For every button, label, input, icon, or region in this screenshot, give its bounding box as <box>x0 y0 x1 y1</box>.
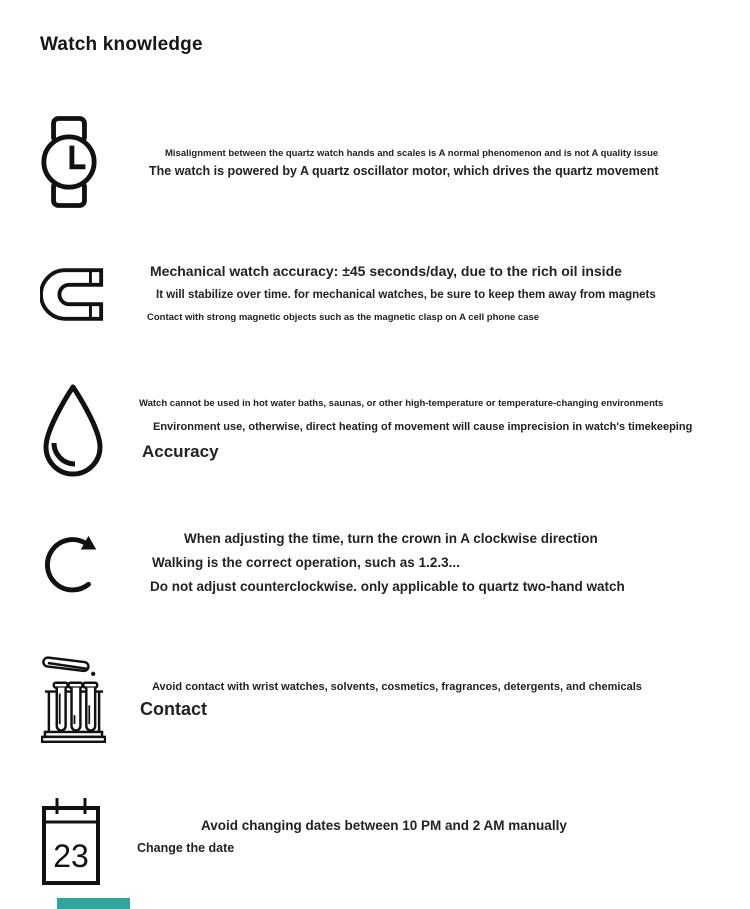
walking-note: Walking is the correct operation, such as 1.2.3... <box>152 555 460 570</box>
water-drop-icon <box>40 382 106 478</box>
accuracy-label: Accuracy <box>142 442 219 461</box>
magnet-contact-note: Contact with strong magnetic objects such as the magnetic clasp on A cell phone case <box>147 312 540 323</box>
magnet-warning-text: It will stabilize over time. for mechanical watches, be sure to keep them away from magnets <box>156 289 656 301</box>
magnet-icon <box>40 267 106 322</box>
test-tubes-icon <box>41 650 106 743</box>
page-title: Watch knowledge <box>40 34 203 55</box>
temperature-warning: Environment use, otherwise, direct heating of movement will cause imprecision in watch's timekeeping <box>153 421 693 433</box>
clockwise-arrow-icon <box>42 528 104 598</box>
misalignment-note: Misalignment between the quartz watch hands and scales is A normal phenomenon and is not A quality issue <box>165 148 659 159</box>
change-date-label: Change the date <box>137 841 235 855</box>
quartz-movement-text: The watch is powered by A quartz oscillator motor, which drives the quartz movement <box>149 164 659 178</box>
watch-icon <box>40 114 98 210</box>
calendar-icon <box>40 795 102 887</box>
hot-water-warning: Watch cannot be used in hot water baths, saunas, or other high-temperature or temperature-changing environments <box>139 398 664 409</box>
chemical-warning: Avoid contact with wrist watches, solvents, cosmetics, fragrances, detergents, and chemicals <box>152 681 642 693</box>
accuracy-spec-text: Mechanical watch accuracy: ±45 seconds/day, due to the rich oil inside <box>150 263 622 279</box>
date-change-warning: Avoid changing dates between 10 PM and 2 AM manually <box>201 818 567 833</box>
calendar-day-number: 23 <box>53 838 89 874</box>
counterclockwise-warning: Do not adjust counterclockwise. only applicable to quartz two-hand watch <box>150 579 625 594</box>
accent-bar <box>57 898 130 909</box>
clockwise-instruction: When adjusting the time, turn the crown in A clockwise direction <box>184 531 598 546</box>
contact-label: Contact <box>140 699 207 719</box>
